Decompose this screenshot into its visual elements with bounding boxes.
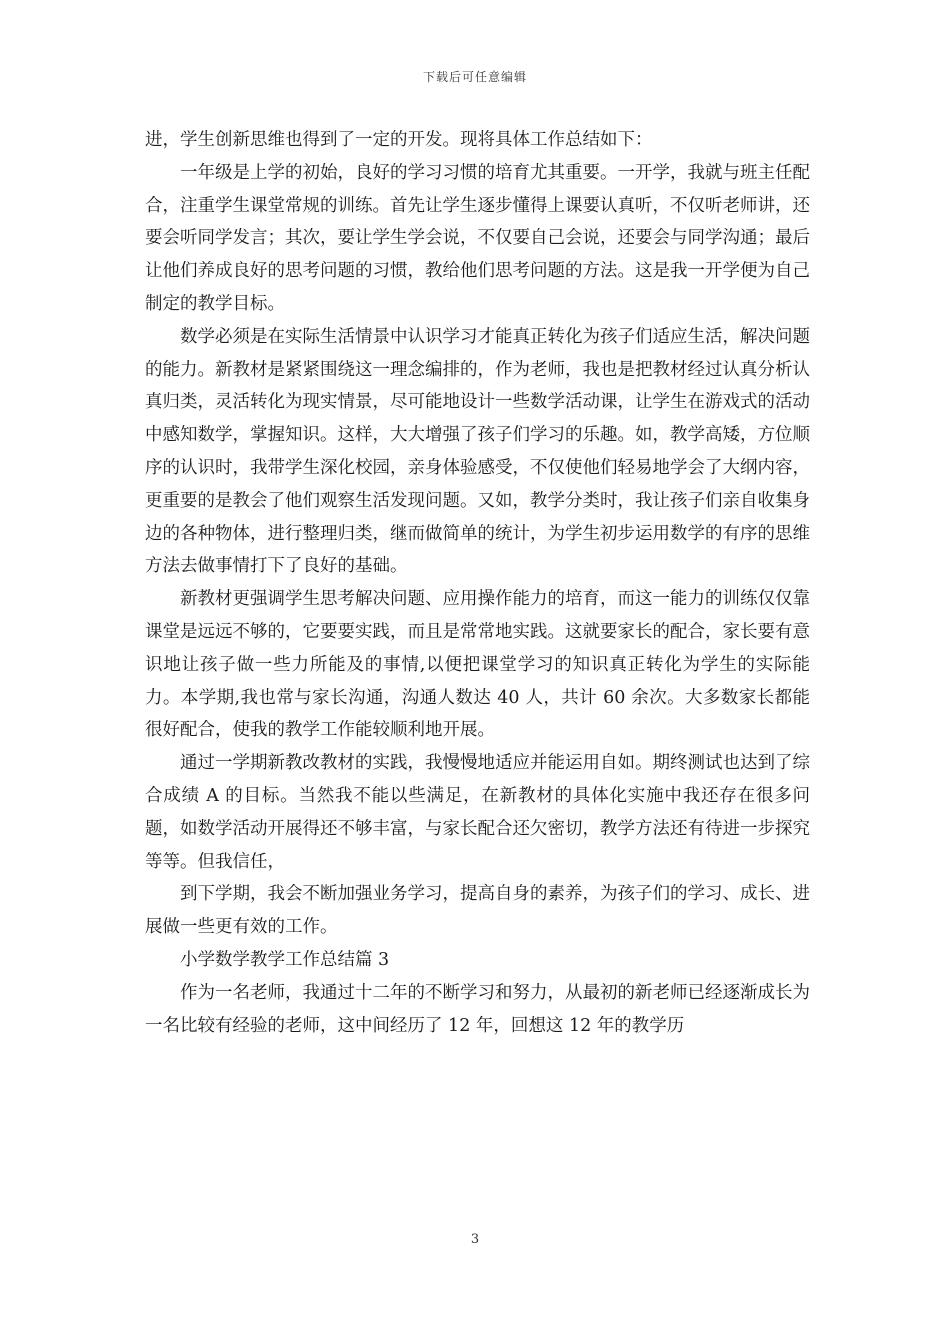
page-header: 下载后可任意编辑 (422, 70, 527, 84)
document-body (145, 124, 810, 1042)
paragraph: 一年级是上学的初始，良好的学习习惯的培育尤其重要。一开学，我就与班主任配合，注重学生课堂常规的训练。首先让学生逐步懂得上课要认真听，不仅听老师讲，还要会听同学发言；其次，要让学生学会说，不仅要自己会说，还要会与同学沟通；最后让他们养成良好的思考问题的习惯，教给他们思考问题的方法。这是我一开学便为自己制定的教学目标。 (145, 162, 810, 314)
paragraph: 作为一名老师，我通过十二年的不断学习和努力，从最初的新老师已经逐渐成长为一名比较有经验的老师，这中间经历了 12 年，回想这 12 年的教学历 (145, 982, 810, 1036)
paragraph: 到下学期，我会不断加强业务学习，提高自身的素养，为孩子们的学习、成长、进展做一些更有效的工作。 (145, 884, 810, 938)
section-heading: 小学数学教学工作总结篇 3 (180, 949, 390, 970)
page-number: 3 (470, 1232, 480, 1247)
paragraph: 通过一学期新教改教材的实践，我慢慢地适应并能运用自如。期终测试也达到了综合成绩 A 的目标。当然我不能以些满足，在新教材的具体化实施中我还存在很多问题，如数学活动开展得还不够丰富，与家长配合还欠密切，教学方法还有待进一步探究等等。但我信任， (145, 753, 810, 872)
paragraph: 数学必须是在实际生活情景中认识学习才能真正转化为孩子们适应生活，解决问题的能力。新教材是紧紧围绕这一理念编排的，作为老师，我也是把教材经过认真分析认真归类，灵活转化为现实情景，尽可能地设计一些数学活动课，让学生在游戏式的活动中感知数学，掌握知识。这样，大大增强了孩子们学习的乐趣。如，教学高矮，方位顺序的认识时，我带学生深化校园，亲身体验感受，不仅使他们轻易地学会了大纲内容，更重要的是教会了他们观察生活发现问题。又如，教学分类时，我让孩子们亲自收集身边的各种物体，进行整理归类，继而做简单的统计，为学生初步运用数学的有序的思维方法去做事情打下了良好的基础。 (145, 326, 810, 577)
paragraph: 进，学生创新思维也得到了一定的开发。现将具体工作总结如下： (145, 130, 653, 150)
paragraph: 新教材更强调学生思考解决问题、应用操作能力的培育，而这一能力的训练仅仅靠课堂是远远不够的，它要要实践，而且是常常地实践。这就要家长的配合，家长要有意识地让孩子做一些力所能及的事情,以便把课堂学习的知识真正转化为学生的实际能力。本学期,我也常与家长沟通，沟通人数达 40 人，共计 60 余次。大多数家长都能很好配合，使我的教学工作能较顺利地开展。 (145, 589, 810, 741)
